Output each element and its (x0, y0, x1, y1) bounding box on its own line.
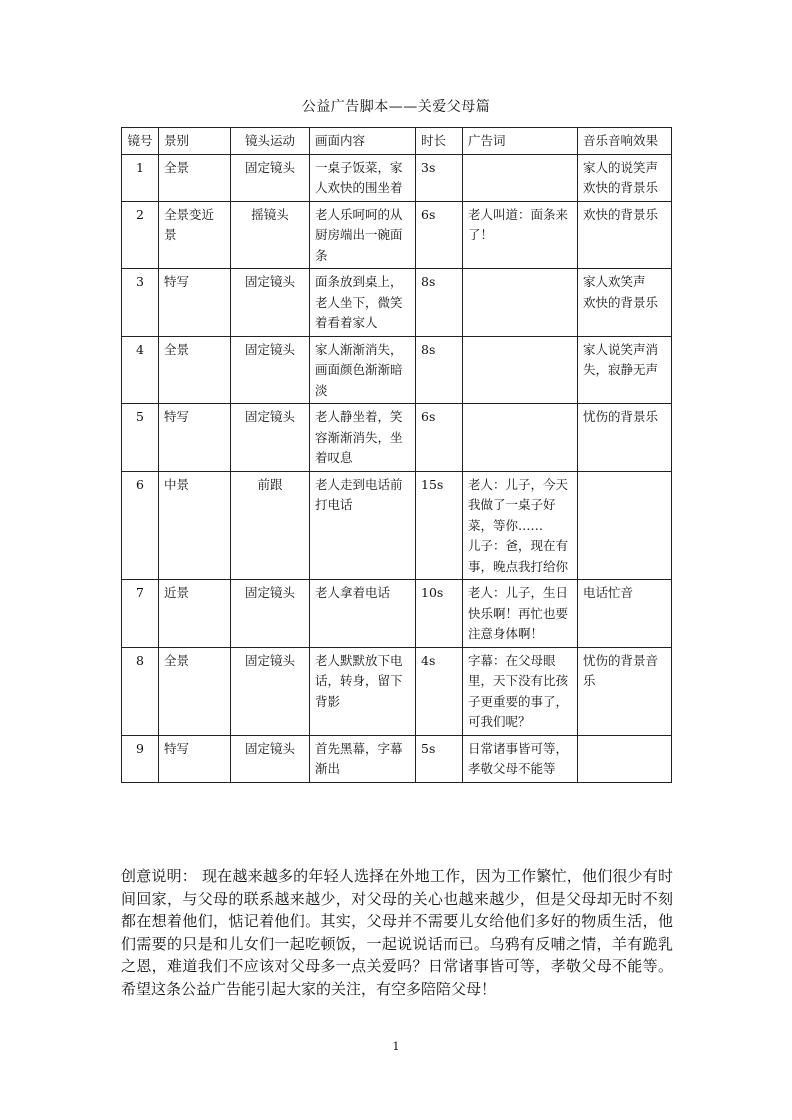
table-header-row (122, 128, 672, 155)
cell-duration: 8s (416, 336, 463, 404)
table-row (122, 580, 672, 648)
table-row (122, 154, 672, 201)
header-scene-content: 画面内容 (310, 128, 416, 155)
header-duration: 时长 (416, 128, 463, 155)
cell-shot-size: 特写 (159, 735, 231, 782)
cell-camera-movement: 固定镜头 (231, 154, 310, 201)
cell-camera-movement: 固定镜头 (231, 336, 310, 404)
cell-shot-number: 3 (122, 269, 159, 337)
header-ad-copy: 广告词 (463, 128, 578, 155)
cell-duration: 5s (416, 735, 463, 782)
cell-ad-copy (463, 269, 578, 337)
cell-shot-number: 9 (122, 735, 159, 782)
cell-scene-content: 老人拿着电话 (310, 580, 416, 648)
cell-ad-copy: 老人：儿子，生日快乐啊！再忙也要注意身体啊！ (463, 580, 578, 648)
cell-ad-copy (463, 404, 578, 472)
cell-ad-copy (463, 336, 578, 404)
table-row (122, 471, 672, 580)
cell-shot-size: 中景 (159, 471, 231, 580)
cell-shot-number: 5 (122, 404, 159, 472)
cell-camera-movement: 前跟 (231, 471, 310, 580)
cell-scene-content: 老人静坐着，笑容渐渐消失，坐着叹息 (310, 404, 416, 472)
cell-shot-number: 7 (122, 580, 159, 648)
cell-scene-content: 家人渐渐消失，画面颜色渐渐暗淡 (310, 336, 416, 404)
cell-shot-size: 全景变近景 (159, 201, 231, 269)
cell-camera-movement: 固定镜头 (231, 269, 310, 337)
cell-shot-size: 全景 (159, 647, 231, 735)
cell-music-sound: 家人欢笑声 欢快的背景乐 (578, 269, 672, 337)
table-row (122, 647, 672, 735)
cell-duration: 8s (416, 269, 463, 337)
cell-music-sound: 欢快的背景乐 (578, 201, 672, 269)
cell-duration: 3s (416, 154, 463, 201)
cell-scene-content: 一桌子饭菜，家人欢快的围坐着 (310, 154, 416, 201)
header-shot-size: 景别 (159, 128, 231, 155)
cell-scene-content: 首先黑幕，字幕渐出 (310, 735, 416, 782)
cell-music-sound (578, 471, 672, 580)
cell-ad-copy (463, 154, 578, 201)
header-music-sound: 音乐音响效果 (578, 128, 672, 155)
table-row (122, 336, 672, 404)
cell-music-sound: 家人说笑声消失，寂静无声 (578, 336, 672, 404)
creative-description: 创意说明： 现在越来越多的年轻人选择在外地工作，因为工作繁忙，他们很少有时间回家，与父母的联系越来越少，对父母的关心也越来越少，但是父母却无时不刻都在想着他们，惦记着他们。其实，父母并不需要儿女给他们多好的物质生活，他们需要的只是和儿女们一起吃顿饭，一起说说话而已。乌鸦有反哺之情，羊有跪乳之恩，难道我们不应该对父母多一点关爱吗？日常诸事皆可等，孝敬父母不能等。希望这条公益广告能引起大家的关注，有空多陪陪父母！ (121, 867, 673, 998)
cell-shot-size: 全景 (159, 336, 231, 404)
cell-music-sound (578, 735, 672, 782)
cell-ad-copy: 老人叫道：面条来了！ (463, 201, 578, 269)
cell-ad-copy: 字幕：在父母眼里，天下没有比孩子更重要的事了，可我们呢？ (463, 647, 578, 735)
cell-camera-movement: 固定镜头 (231, 580, 310, 648)
cell-shot-number: 4 (122, 336, 159, 404)
cell-scene-content: 老人走到电话前打电话 (310, 471, 416, 580)
header-camera-movement: 镜头运动 (231, 128, 310, 155)
table-row (122, 269, 672, 337)
cell-shot-number: 2 (122, 201, 159, 269)
cell-camera-movement: 摇镜头 (231, 201, 310, 269)
cell-ad-copy: 日常诸事皆可等，孝敬父母不能等 (463, 735, 578, 782)
document-title: 公益广告脚本——关爱父母篇 (301, 99, 491, 115)
cell-music-sound: 家人的说笑声 欢快的背景乐 (578, 154, 672, 201)
cell-camera-movement: 固定镜头 (231, 404, 310, 472)
cell-camera-movement: 固定镜头 (231, 735, 310, 782)
cell-ad-copy: 老人：儿子，今天我做了一桌子好菜，等你…… 儿子：爸，现在有事，晚点我打给你 (463, 471, 578, 580)
cell-duration: 15s (416, 471, 463, 580)
cell-duration: 6s (416, 201, 463, 269)
cell-camera-movement: 固定镜头 (231, 647, 310, 735)
script-table (121, 127, 672, 783)
cell-shot-number: 8 (122, 647, 159, 735)
page-number: 1 (392, 1040, 400, 1053)
cell-scene-content: 面条放到桌上，老人坐下，微笑着看着家人 (310, 269, 416, 337)
table-row (122, 404, 672, 472)
cell-scene-content: 老人默默放下电话，转身，留下背影 (310, 647, 416, 735)
cell-music-sound: 电话忙音 (578, 580, 672, 648)
cell-shot-number: 1 (122, 154, 159, 201)
cell-shot-size: 特写 (159, 269, 231, 337)
cell-shot-size: 全景 (159, 154, 231, 201)
cell-shot-size: 特写 (159, 404, 231, 472)
table-row (122, 735, 672, 782)
cell-shot-number: 6 (122, 471, 159, 580)
cell-scene-content: 老人乐呵呵的从厨房端出一碗面条 (310, 201, 416, 269)
header-shot-number: 镜号 (122, 128, 159, 155)
cell-duration: 6s (416, 404, 463, 472)
cell-shot-size: 近景 (159, 580, 231, 648)
cell-music-sound: 忧伤的背景音乐 (578, 647, 672, 735)
cell-duration: 4s (416, 647, 463, 735)
cell-music-sound: 忧伤的背景乐 (578, 404, 672, 472)
cell-duration: 10s (416, 580, 463, 648)
table-row (122, 201, 672, 269)
